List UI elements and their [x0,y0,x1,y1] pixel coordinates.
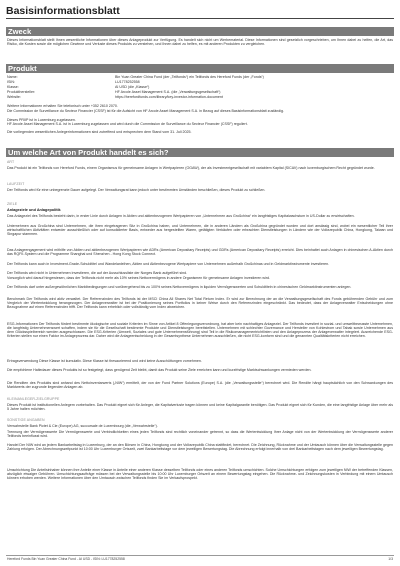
renditen-text: Die Renditen des Produkts sind anhand des Nettoinventarwerts („NIW“) ermittelt, der von der Fund Partner Solutions (Europe) S.A. (die „Verwaltungsstelle“) berechnet wird. Die Rendite hängt hauptsächlich von den Schwankungen des Marktwerts der zugrunde liegenden Anlagen ab. [7,381,393,390]
ziele-paragraph: Vorsorglich wird darauf hingewiesen, dass der Teilfonds nicht mehr als 10% seines Nettovermögens in andere Organismen für gemeinsame Anlagen investieren wird. [7,276,271,280]
label-laufzeit: LAUFZEIT [7,182,25,186]
page-number: 1/3 [388,557,393,561]
label-kleinanleger: KLEINANLEGER-ZIELGRUPPE [7,397,60,401]
ziele-paragraph: Das Anlageengagement wird mithilfe von Aktien und aktienbezogenen Wertpapieren wie ADRs (American Depositary Receipts) und GDRs (American Depositary Receipts) erreicht. Dies beinhaltet auch Anlagen in chinesischen A-Aktien durch das RQFII-System und die Programme Shanghai und Shenzhen - Hong Kong Stock Connect. [7,248,393,257]
product-note: Dieses PRIIP ist in Luxemburg zugelassen. [7,118,76,122]
zweck-text: Dieses Informationsblatt stellt Ihnen wesentliche Informationen über dieses Anlageprodukt zur Verfügung. Es handelt sich nicht um Werbematerial. Diese Informationen sind gesetzlich vorgeschrieben, um Ihnen dabei zu helfen, die Art, das Risiko, die Kosten sowie die möglichen Gewinne und Verluste dieses Produkts zu verstehen, und Ihnen dabei zu helfen, es mit anderen Produkten zu vergleichen. [7,38,393,47]
product-note: Die vorliegenden wesentlichen Anlegerinformationen sind zutreffend und entsprechen dem Stand vom 31. Juli 2025. [7,130,192,134]
ziele-paragraph: Der Teilfonds wird nicht in Unternehmen investieren, die auf der Ausschlussliste der Norges Bank aufgeführt sind. [7,271,188,275]
trennung-text: Trennung der Vermögenswerte Die Vermögenswerte und Verbindlichkeiten eines jeden Teilfonds sind rechtlich voneinander getrennt, so dass die Wertentwicklung Ihrer Anlage nicht von der Wertentwicklung der Vermögenswerte anderer Teilfonds beeinflusst wird. [7,430,393,439]
heading-anlageziele: Anlageziele und Anlagepolitik [7,208,61,212]
product-row-class: Klasse: AI USD (die „Klasse“) [7,85,150,89]
product-row-name: Name: Bin Yuan Greater China Fund (der „Teilfonds“) ein Teilfonds des Hereford Funds (der „Fonds“) [7,75,264,79]
esg-text: ESG-Informationen Der Teilfonds fördert bestimmte ökologische und soziale Kriterien im Sinne von Artikel 8 Offenlegungsverordnung, hat aber kein nachhaltiges Anlageziel. Der Teilfonds investiert in sozial- und umweltbewusste Unternehmen, die langfristig Unternehmenswert schaffen, indem sie für die Gesellschaft bestimmte Produkte und Dienstleistungen bereitstellen. Unternehmen mit schlechter Governance und Hersteller von Kohlestrom und Tabak sowie Unternehmen aus dem Glücksspielbereich werden ausgeschlossen. Die ESG-Kriterien (Umwelt, Soziales und gute Unternehmensführung) sind Teil in die Risikomanagementrichtlinien und den Anlageprozess der Anlageverwalter integriert. Ausreichende ESG-Kriterien stellen nur einen Faktor im Anlageprozess dar. Daher wird die Anlageentscheidung in der Gesamtsynthese Unternehmen ausschließen, die nicht ESG-konform sind und die genannten Qualitätskriterien nicht erreichen. [7,322,393,339]
section-header-product-type: Um welche Art von Produkt handelt es sich? [6,148,394,157]
art-text: Das Produkt ist ein Teilfonds von Hereford Funds, einem Organismus für gemeinsame Anlagen in Wertpapieren (OGAW), der als Investmentgesellschaft mit variablem Kapital (SICAV) nach luxemburgischem Recht gegründet wurde. [7,166,375,170]
label-art: ART [7,160,15,164]
ziele-paragraph: Der Teilfonds darf unter außergewöhnlichen Marktbedingungen und vorübergehend bis zu 100% seines Nettovermögens in liquiden Vermögenswerten und Schuldtiteln in chinesischen Geldmarktinstrumenten anlegen. [7,285,352,289]
laufzeit-text: Der Teilfonds wird für eine unbegrenzte Dauer aufgelegt. Der Verwaltungsrat kann jedoch unter bestimmten Umständen beschließen, dieses Produkt zu schließen. [7,188,266,192]
ziele-paragraph: Das Anlageziel des Teilfonds besteht darin, in erster Linie durch Anlagen in Aktien und aktienbezogenen Wertpapieren von „Unternehmen aus Großchina“ ein langfristiges Kapitalwachstum in US-Dollar zu erwirtschaften. [7,214,355,218]
section-header-produkt: Produkt [6,64,394,73]
footer-divider [6,555,394,556]
product-note: Weitere Informationen erhalten Sie telefonisch unter +352 2610 2070. [7,104,118,108]
benchmark-text: Benchmark Der Teilfonds wird aktiv verwaltet. Der Referenzindex des Teilfonds ist der MSCI China All Shares Net Total Return Index. Er wird zur Berechnung der an die Verwaltungsgesellschaft des Fonds gebührenden Gebühr und zum Vergleich der Wertentwicklung herangezogen. Der Anlageverwalter ist bei der Positionierung seines Portfolios in keiner Weise durch den Referenzindex eingeschränkt. Das bedeutet, dass der Anlageverwalter Entscheidungen ohne Bezugnahme auf einen Referenzindex trifft. Der Teilfonds kann erheblich oder vollständig vom Index abweichen. [7,297,393,310]
product-row-isin: ISIN: LU1778252558 [7,80,140,84]
ziele-paragraph: Der Teilfonds kann auch in Investment-Grade-Schuldtitel und Wandelanleihen, Aktien und Aktienbezogene Wertpapiere von Unternehmen außerhalb Großchinas und in Geldmarktinstrumente investieren. [7,262,330,266]
product-note: HF Arcole Asset Management S.A. ist in Luxemburg zugelassen und wird durch die Commission de Surveillance du Secteur Financier (CSSF) reguliert. [7,122,248,126]
empfehlung-text: Die empfohlene Haltedauer dieses Produkts ist so festgelegt, dass genügend Zeit bleibt, damit das Produkt seine Ziele erreichen kann und kurzfristige Marktschwankungen vermieden werden. [7,368,312,372]
ziele-paragraph: Unternehmen aus Großchina sind Unternehmen, die ihren eingetragenen Sitz in Großchina haben, und Unternehmen, die in anderen Ländern als Großchina gegründet wurden und dort ansässig sind, wobei ein wesentlicher Teil ihrer wirtschaftlichen Aktivitäten entweder ausschließlich oder auf konsolidierter Basis, entweder aus hergestellten Waren, getätigten Verkäufen oder erbrachten Dienstleistungen in Ländern wie der Volksrepublik China, Hongkong, Taiwan und Singapur stammen. [7,224,393,237]
document-title: Basisinformationsblatt [6,5,120,17]
ertrag-text: Ertragsverwendung Diese Klasse ist kumulativ. Diese Klasse ist thesaurierend und wird keine Ausschüttungen vornehmen. [7,359,202,363]
footer-text: Hereford Funds Bin Yuan Greater China Fund - AI USD - ISIN: LU1778252558 [7,557,125,561]
umschichtung-text: Umschichtung Die Anteilsinhaber können ihre Anteile einer Klasse in Anteile einer anderen Klasse desselben Teilfonds oder eines anderen Teilfonds umschichten. Solche Umschichtungen erfolgen zum jeweiligen NIW der betreffenden Klassen, abzüglich etwaiger Gebühren. Umschichtungsaufträge müssen bei der Verwaltungsstelle bis 10:00 Uhr Luxemburger Ortszeit an einem Bewertungstag eingehen. Die Rücknahme- und Zeichnungskosten in Verbindung mit einem Umtausch können erhoben werden. Weitere Informationen über den Umtausch zwischen Teilfonds finden Sie im Verkaufsprospekt. [7,468,393,481]
website-link[interactable]: https://herefordfunds.com/library/key-investor-information-document [115,95,223,99]
product-row-website: Website: https://herefordfunds.com/library/key-investor-information-document [7,95,223,99]
label-ziele: ZIELE [7,202,18,206]
kleinanleger-text: Dieses Produkt ist institutionellen Anlegern vorbehalten. Das Produkt eignet sich für Anleger, die Kapitalverluste tragen können und keine Kapitalgarantie benötigen. Das Produkt eignet sich für Kunden, die eine langfristige Anlage über mehr als 5 Jahre halten möchten. [7,403,393,412]
handel-text: Handel Der NIW wird an jedem Bankarbeitstag in Luxemburg, der an den Börsen in China, Hongkong und der Volksrepublik China stattfindet, berechnet. Die Zeichnung, Rücknahme und der Umtausch können über die Verwaltungsstelle gegen Zahlung erfolgen. Der Abrechnungszeitpunkt ist 10:00 Uhr Luxemburger Ortszeit, zwei Bankarbeitstage vor dem jeweiligen Bewertungstag. Die Abrechnung erfolgt innerhalb von drei Bankarbeitstagen nach dem jeweiligen Bewertungstag. [7,443,393,452]
title-divider [6,18,394,19]
product-note: Die Commission de Surveillance du Secteur Financier (CSSF) ist für die Aufsicht von HF Arcole Asset Management S.A. in Bezug auf dieses Basisinformationsblatt zuständig. [7,109,285,113]
label-sonstige: SONSTIGE ANGABEN [7,418,45,422]
verwahrstelle-text: Verwahrstelle Bank Pictet & Cie (Europe) AG, succursale de Luxembourg (die „Verwahrstelle“). [7,424,158,428]
section-header-zweck: Zweck [6,27,394,36]
product-row-manufacturer: Produkthersteller: HF Arcole Asset Management S.A. (die „Verwaltungsgesellschaft“) [7,90,221,94]
